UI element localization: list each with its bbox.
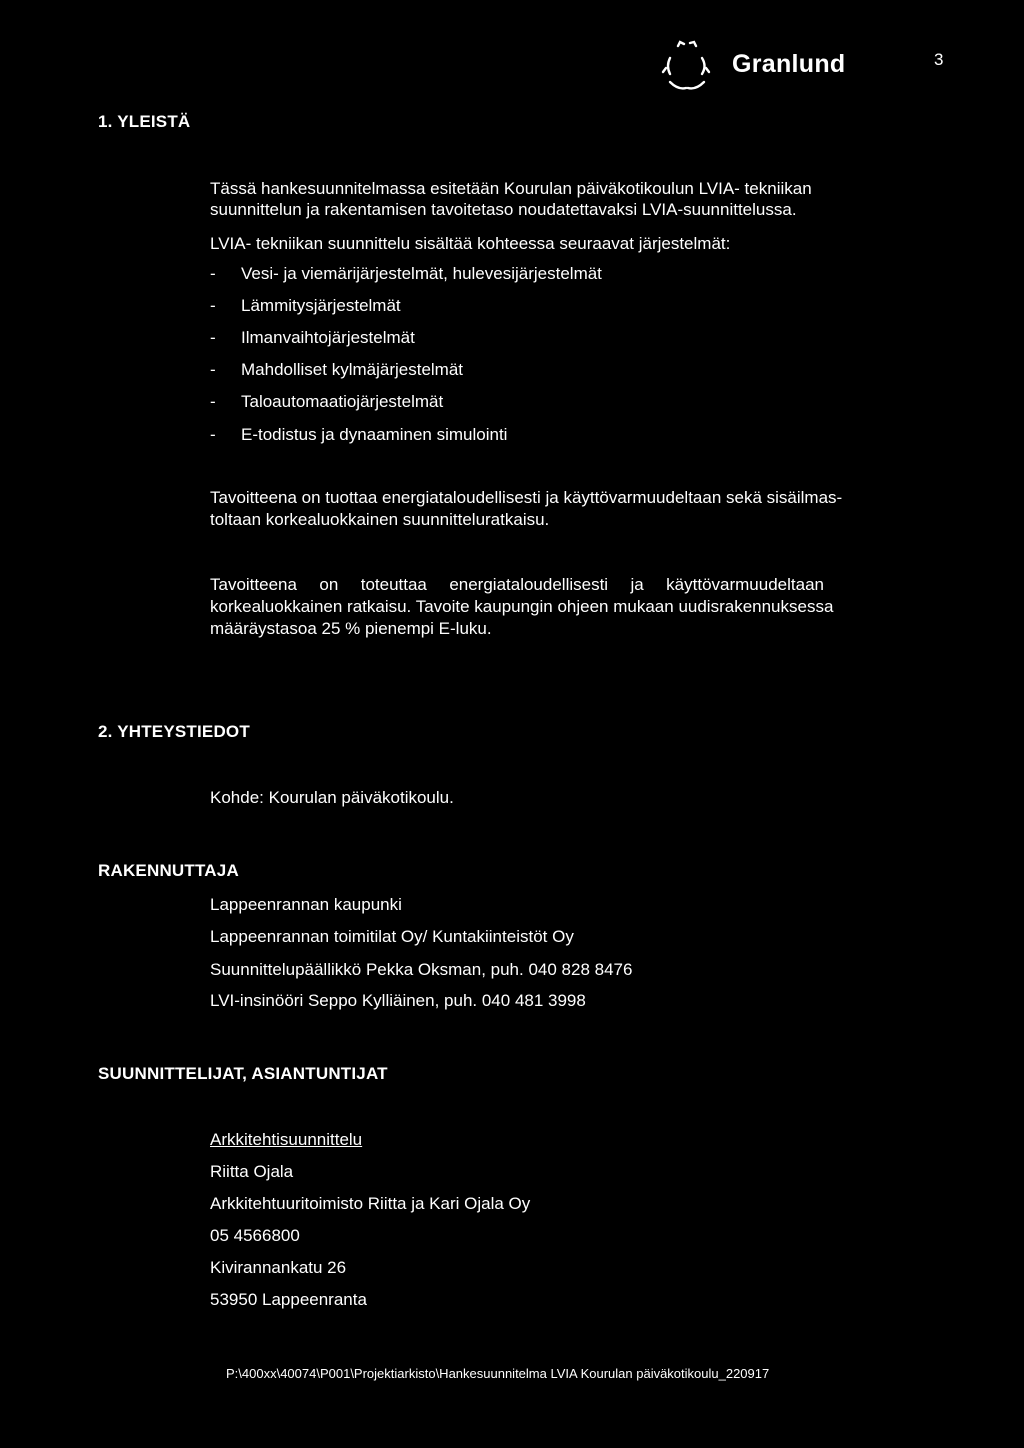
- intro-line-1: Tässä hankesuunnitelmassa esitetään Kourulan päiväkotikoulun LVIA- tekniikan: [210, 179, 812, 198]
- section-2-heading: 2. YHTEYSTIEDOT: [98, 722, 250, 741]
- client-line: Suunnittelupäällikkö Pekka Oksman, puh. 040 828 8476: [210, 960, 633, 979]
- goal-1-line-1: Tavoitteena on tuottaa energiataloudellisesti ja käyttövarmuudeltaan sekä sisäilmas-: [210, 488, 843, 507]
- brand-name: Granlund: [732, 50, 846, 78]
- designers-heading: SUUNNITTELIJAT, ASIANTUNTIJAT: [98, 1064, 388, 1083]
- designer-line: Kivirannankatu 26: [210, 1258, 347, 1277]
- list-bullet: -: [210, 264, 216, 283]
- granlund-logo-icon: [660, 38, 712, 96]
- footer-file-path: P:\400xx\40074\P001\Projektiarkisto\Hankesuunnitelma LVIA Kourulan päiväkotikoulu_220917: [226, 1366, 770, 1381]
- client-line: Lappeenrannan kaupunki: [210, 895, 402, 914]
- goal-2-line-3: määräystasoa 25 % pienempi E-luku.: [210, 619, 492, 638]
- intro-line-2: suunnittelun ja rakentamisen tavoitetaso noudatettavaksi LVIA-suunnittelussa.: [210, 200, 797, 219]
- target-label: Kohde: Kourulan päiväkotikoulu.: [210, 788, 454, 807]
- goal-2-line-2: korkealuokkainen ratkaisu. Tavoite kaupungin ohjeen mukaan uudisrakennuksessa: [210, 597, 834, 616]
- list-item: Ilmanvaihtojärjestelmät: [241, 328, 415, 347]
- client-heading: RAKENNUTTAJA: [98, 861, 239, 880]
- list-bullet: -: [210, 296, 216, 315]
- section-1-heading: 1. YLEISTÄ: [98, 112, 191, 131]
- designer-line: Arkkitehtuuritoimisto Riitta ja Kari Ojala Oy: [210, 1194, 531, 1213]
- goal-2-line-1: Tavoitteena on toteuttaa energiataloudellisesti ja käyttövarmuudeltaan: [210, 575, 824, 594]
- list-item: Mahdolliset kylmäjärjestelmät: [241, 360, 464, 379]
- list-bullet: -: [210, 392, 216, 411]
- list-bullet: -: [210, 425, 216, 444]
- list-bullet: -: [210, 360, 216, 379]
- page-number: 3: [934, 50, 944, 69]
- client-line: Lappeenrannan toimitilat Oy/ Kuntakiinteistöt Oy: [210, 927, 574, 946]
- list-item: E-todistus ja dynaaminen simulointi: [241, 425, 508, 444]
- list-item: Taloautomaatiojärjestelmät: [241, 392, 444, 411]
- list-item: Lämmitysjärjestelmät: [241, 296, 401, 315]
- client-line: LVI-insinööri Seppo Kylliäinen, puh. 040 481 3998: [210, 991, 586, 1010]
- list-item: Vesi- ja viemärijärjestelmät, hulevesijärjestelmät: [241, 264, 602, 283]
- designer-line: 05 4566800: [210, 1226, 300, 1245]
- systems-intro: LVIA- tekniikan suunnittelu sisältää kohteessa seuraavat järjestelmät:: [210, 234, 731, 253]
- list-bullet: -: [210, 328, 216, 347]
- goal-1-line-2: toltaan korkealuokkainen suunnitteluratkaisu.: [210, 510, 550, 529]
- designer-line: Riitta Ojala: [210, 1162, 294, 1181]
- designers-subheading: Arkkitehtisuunnittelu: [210, 1130, 363, 1149]
- designer-line: 53950 Lappeenranta: [210, 1290, 367, 1309]
